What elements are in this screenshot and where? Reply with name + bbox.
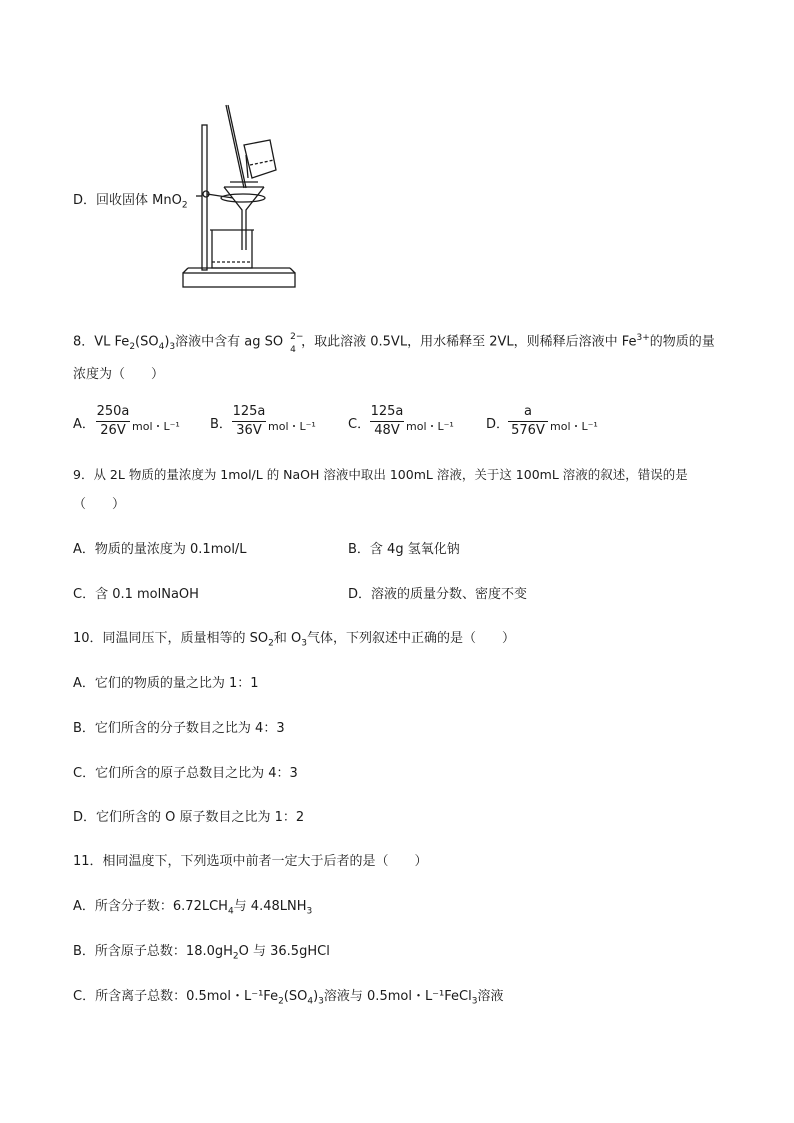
filtration-apparatus-figure	[178, 100, 308, 295]
q8-option-a-letter: A．	[73, 417, 95, 432]
q10-option-a: A．它们的物质的量之比为 1：1	[73, 676, 259, 691]
q9-option-a: A．物质的量浓度为 0.1mol/L	[73, 542, 247, 557]
q7-option-d-text: D．回收固体 MnO	[73, 193, 182, 208]
q8-option-c-letter: C．	[348, 417, 371, 432]
q8-option-a-fraction: 250a 26V	[96, 404, 130, 438]
sulfate-ion-charge: 2− 4	[290, 331, 304, 355]
q8-stem-line2: 浓度为（ ）	[73, 367, 165, 382]
q11-option-b: B．所含原子总数：$18.0gH_2O$ 与 36.5gHCl	[73, 944, 330, 962]
q10-option-d: D．它们所含的 O 原子数目之比为 1：2	[73, 810, 305, 825]
q9-option-b: B．含 4g 氢氧化钠	[348, 542, 460, 557]
q8-option-c-unit: mol・L⁻¹	[406, 420, 454, 433]
q8-option-d-unit: mol・L⁻¹	[550, 420, 598, 433]
q9-option-c: C．含 0.1 molNaOH	[73, 587, 199, 602]
q8-option-b-letter: B．	[210, 417, 232, 432]
q8-stem-line1: 8．VL $Fe_2(SO_4)_3$溶液中含有 ag SO 2− 4 ，取此溶液 0.5VL，用水稀释至 2VL，则稀释后溶液中 $Fe^{3+}$的物质的量	[73, 331, 715, 355]
q9-stem-line1: 9．从 2L 物质的量浓度为 1mol/L 的 NaOH 溶液中取出 100mL 溶液，关于这 100mL 溶液的叙述，错误的是	[73, 467, 688, 482]
q10-option-b: B．它们所含的分子数目之比为 4：3	[73, 721, 285, 736]
q11-option-c: C．所含离子总数：0.5mol・$L^{-1}Fe_2(SO_4)_3$溶液与 0.5mol・L⁻¹FeCl$_3$溶液	[73, 989, 504, 1007]
q8-option-d-letter: D．	[486, 417, 510, 432]
q10-option-c: C．它们所含的原子总数目之比为 4：3	[73, 766, 298, 781]
q9-option-d: D．溶液的质量分数、密度不变	[348, 587, 528, 602]
q8-option-d-fraction: a 576V	[508, 404, 548, 439]
q8-option-b-unit: mol・L⁻¹	[268, 420, 316, 433]
q8-option-c-fraction: 125a 48V	[370, 404, 404, 438]
q7-option-d: D．回收固体 MnO$_2$	[73, 193, 188, 211]
q11-option-a: A．所含分子数：$6.72LCH_4$与 $4.48LNH_3$	[73, 899, 313, 917]
q11-stem: 11．相同温度下，下列选项中前者一定大于后者的是（ ）	[73, 854, 428, 869]
q8-option-a-unit: mol・L⁻¹	[132, 420, 180, 433]
q9-stem-line2: （ ）	[73, 497, 126, 512]
q10-stem: 10．同温同压下，质量相等的 $SO_2$和 $O_3$气体，下列叙述中正确的是（ ）	[73, 631, 516, 649]
q8-option-b-fraction: 125a 36V	[232, 404, 266, 438]
